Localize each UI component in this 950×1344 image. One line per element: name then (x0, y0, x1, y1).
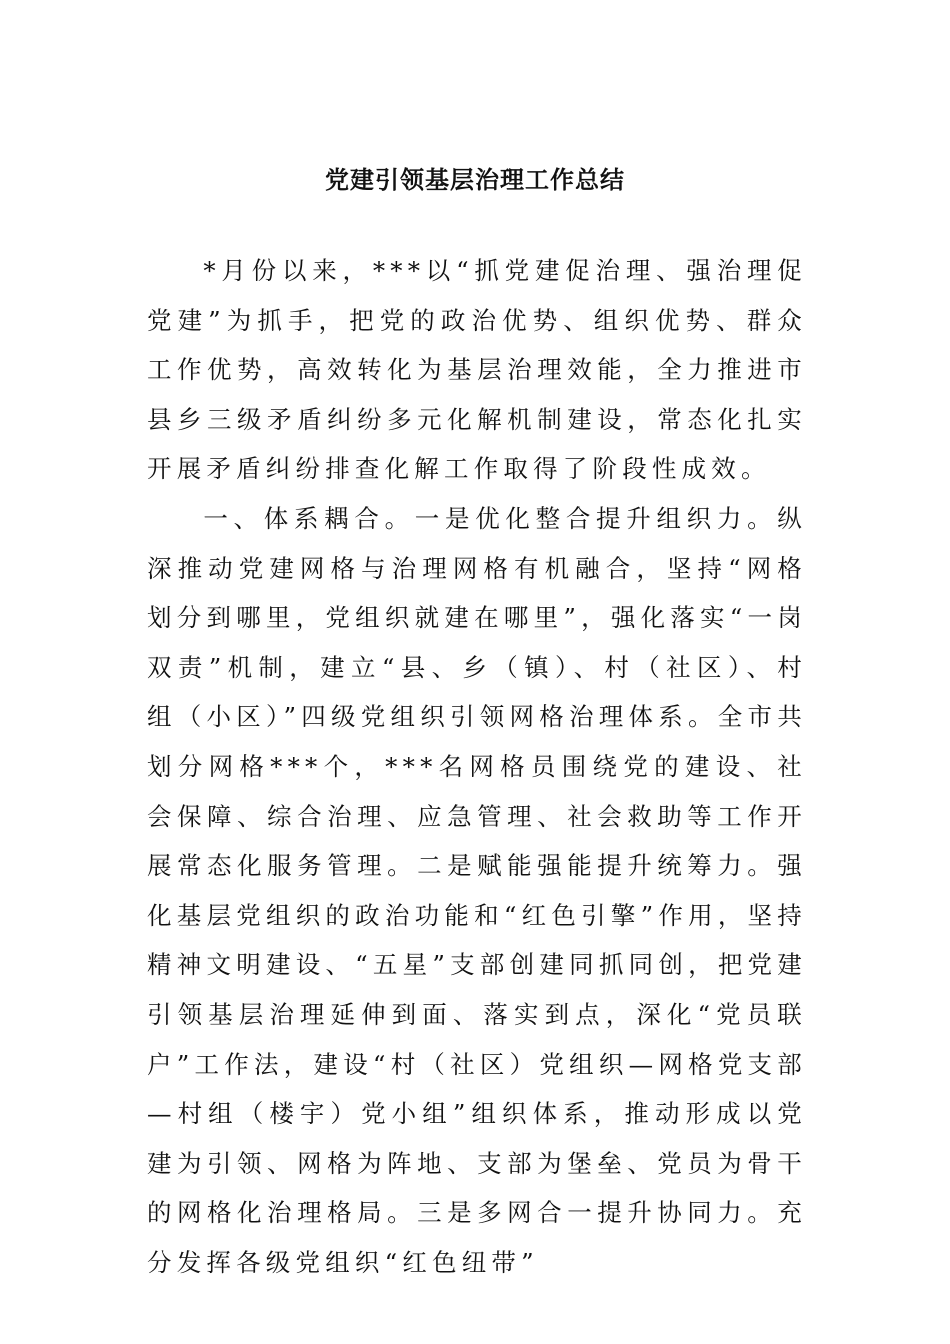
document-body (147, 246, 807, 1287)
section-1-paragraph: 一、体系耦合。一是优化整合提升组织力。纵深推动党建网格与治理网格有机融合，坚持“网格划分到哪里，党组织就建在哪里”，强化落实“一岗双责”机制，建立“县、乡（镇）、村（社区）、村组（小区）”四级党组织引领网格治理体系。全市共划分网格***个，***名网格员围绕党的建设、社会保障、综合治理、应急管理、社会救助等工作开展常态化服务管理。二是赋能强能提升统筹力。强化基层党组织的政治功能和“红色引擎”作用，坚持精神文明建设、“五星”支部创建同抓同创，把党建引领基层治理延伸到面、落实到点，深化“党员联户”工作法，建设“村（社区）党组织—网格党支部—村组（楼宇）党小组”组织体系，推动形成以党建为引领、网格为阵地、支部为堡垒、党员为骨干的网格化治理格局。三是多网合一提升协同力。充分发挥各级党组织“红色纽带” (147, 503, 807, 1277)
document-title: 党建引领基层治理工作总结 (325, 165, 625, 194)
intro-paragraph: *月份以来，***以“抓党建促治理、强治理促党建”为抓手，把党的政治优势、组织优势、群众工作优势，高效转化为基层治理效能，全力推进市县乡三级矛盾纠纷多元化解机制建设，常态化扎实开展矛盾纠纷排查化解工作取得了阶段性成效。 (147, 256, 807, 484)
